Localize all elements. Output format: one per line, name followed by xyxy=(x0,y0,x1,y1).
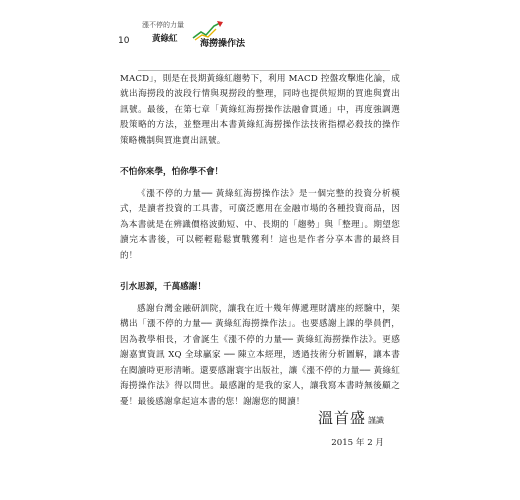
logo-title: 黃綠紅 xyxy=(152,34,178,44)
book-title: 海撈操作法 xyxy=(200,39,246,49)
page-body xyxy=(120,72,400,410)
signature-note: 謹識 xyxy=(368,416,384,425)
page-number: 10 xyxy=(118,36,130,46)
section-heading-thanks: 引水思源，千萬感謝！ xyxy=(120,282,206,293)
header-rule xyxy=(138,70,390,71)
section-heading-learn: 不怕你來學，怕你學不會！ xyxy=(120,167,224,178)
paragraph-continued: MACD」，則是在長期黃綠紅趨勢下，利用 MACD 控盤攻擊進化論，成就出海撈段的波段行情與現撈段的整理，同時也提供短期的買進與賣出訊號。最後，在第七章「黃綠紅海撈操作法融會貫通」中，再度強調選股策略的方法，並整理出本書黃綠紅海撈操作法技術指標必殺技的操作策略機制與買進賣出訊號。 xyxy=(120,74,400,146)
author-name: 溫首盛 xyxy=(317,409,366,427)
paragraph-book-summary: 《漲不停的力量── 黃綠紅海撈操作法》是一個完整的投資分析模式，是讀者投資的工具書，可廣泛應用在金融市場的各種投資商品，因為本書就是在辨識價格波動短、中、長期的「趨勢」與「整理」。期望您讀完本書後，可以輕輕鬆鬆實戰獲利！這也是作者分享本書的最終目的！ xyxy=(120,189,400,261)
running-header xyxy=(118,14,418,56)
paragraph-acknowledgements: 感謝台灣金融研訓院，讓我在近十幾年傳遞理財講座的經驗中，架構出「漲不停的力量── 黃綠紅海撈操作法」。也要感謝上課的學員們，因為教學相長，才會誕生《漲不停的力量── 黃綠紅海撈操作法》。更感謝嘉實資訊 XQ 全球贏家 ── 陳立本經理，透過技術分析圖解，讓本書在閱讀時更形清晰。還要感謝寰宇出版社，讓《漲不停的力量── 黃綠紅海撈操作法》得以問世。最感謝的是我的家人，讓我寫本書時無後顧之憂！最後感謝拿起這本書的您！謝謝您的閱讀！ xyxy=(120,304,400,407)
signature-block xyxy=(318,407,384,448)
logo-subtitle: 漲不停的力量 xyxy=(142,21,184,29)
signature-date: 2015 年 2 月 xyxy=(331,438,384,448)
